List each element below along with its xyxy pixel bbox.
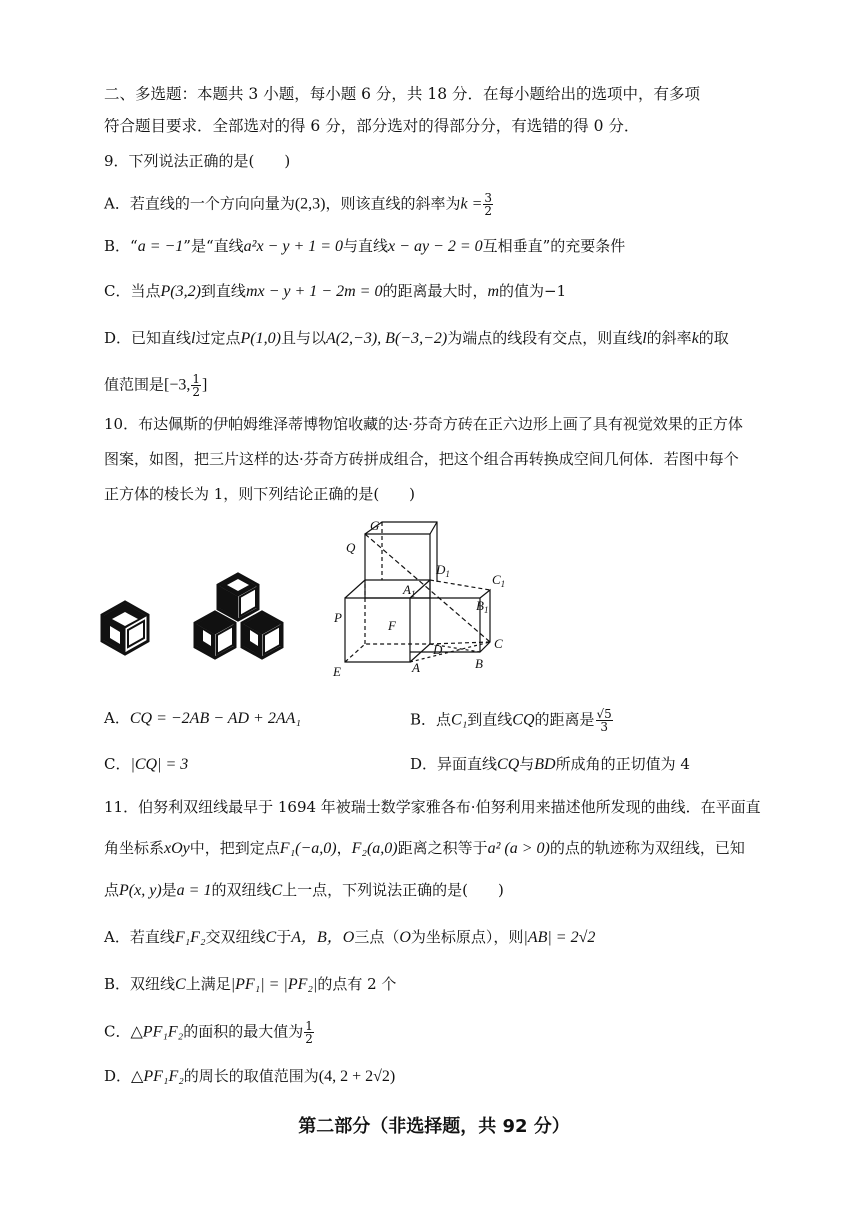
math: F₁(−a,0) [279,840,337,857]
math: a = 1 [176,882,212,899]
label-a: A [412,660,420,675]
text: D．已知直线 [104,329,192,347]
label-a1 [402,582,415,599]
label-b1 [476,598,488,615]
math: C [265,929,277,946]
text: 且与以 [280,329,326,347]
math: |CQ| = 3 [130,756,189,773]
q11-option-c [104,1020,315,1045]
q10-option-d [410,754,690,775]
label-d1-main: D [436,562,446,577]
text: D．异面直线 [410,755,498,773]
math: a² (a > 0) [487,840,550,857]
text: 角坐标系 [104,839,165,857]
label-b: B [475,656,483,671]
text: 为端点的线段有交点，则直线 [447,329,643,347]
q9-stem: 9．下列说法正确的是( ) [104,152,291,170]
text: C． [104,1022,131,1041]
label-d1 [435,562,450,579]
text: 到直线 [200,282,246,300]
math: (2,3) [294,195,326,213]
text: 交双纽线 [205,928,266,946]
text: C．当点 [104,282,161,300]
text: ， [336,839,352,857]
denominator: 2 [192,385,201,399]
text: A．若直线的一个方向向量为 [104,194,295,213]
text: 的周长的取值范围为 [183,1067,319,1085]
label-d1-sub: 1 [445,569,450,579]
q11-stem-line2 [104,838,745,859]
math: l [642,330,647,347]
math: k [691,330,699,347]
math: A，B，O [291,929,355,946]
math: (4, 2 + 2√2) [318,1068,396,1085]
text: 到直线 [467,710,513,729]
q10-option-b [410,708,614,733]
math: l [191,330,196,347]
q9-option-a [104,192,494,217]
math: CQ = −2AB − AD + 2AA₁ [129,710,301,727]
text: 上满足 [185,975,231,993]
math: xOy [164,840,190,857]
text: 的斜率 [646,329,692,347]
q9-option-d-line1 [104,328,729,349]
text: 的值为−1 [499,282,567,300]
math: F₁F₂ [174,929,206,946]
numerator: 1 [305,1019,313,1033]
numerator: √5 [596,707,612,721]
label-c1-main: C [492,572,501,587]
label-a1-sub: 1 [410,589,416,599]
q9-option-c [104,281,566,302]
text: 上一点，下列说法正确的是( ) [282,881,504,899]
math: a²x − y + 1 = 0 [243,238,344,255]
label-q: Q [346,540,356,555]
fraction [191,373,201,398]
cube-diagram [345,522,490,662]
q11-stem-line3 [104,880,504,901]
numerator: 3 [484,191,493,205]
q11-stem-line1: 11．伯努利双纽线最早于 1694 年被瑞士数学家雅各布·伯努利用来描述他所发现的曲线．在平面直 [104,798,761,816]
text: 距离之积等于 [397,839,488,857]
text: 的面积的最大值为 [183,1022,304,1041]
text: 与 [519,755,535,773]
text: 的距离是 [534,710,595,729]
q11-option-b [104,974,396,995]
math: P(x, y) [119,882,162,899]
q10-option-c [104,754,188,775]
math: ] [202,376,208,394]
label-f: F [388,618,396,633]
label-b1-sub: 1 [483,605,489,615]
text: 点 [104,881,120,899]
denominator: 2 [484,204,493,218]
math: △PF₁F₂ [131,1068,184,1085]
section-header-line1: 二、多选题：本题共 3 小题，每小题 6 分，共 18 分．在每小题给出的选项中，有多项 [104,85,701,103]
q10-stem-line1: 10．布达佩斯的伊帕姆维泽蒂博物馆收藏的达·芬奇方砖在正六边形上画了具有视觉效果的正方体 [104,415,743,433]
label-c1-sub: 1 [500,579,506,589]
math: P(1,0) [240,330,281,347]
text: D． [104,1067,132,1085]
label-g: G [370,518,380,533]
text: A． [104,709,130,727]
label-b1-main: B [476,598,484,613]
math: A(2,−3), B(−3,−2) [325,330,448,347]
section-header-line2: 符合题目要求．全部选对的得 6 分，部分选对的得部分分，有选错的得 0 分． [104,117,640,135]
text: 于 [276,928,292,946]
text: 的点的轨迹称为双纽线，已知 [549,839,745,857]
denominator: 3 [600,720,608,734]
text: ，则该直线的斜率为 [325,194,461,213]
text: A．若直线 [104,928,175,946]
denominator: 2 [305,1032,313,1046]
math: m [487,283,500,300]
math: |PF₁| = |PF₂| [230,976,318,993]
math: a = −1 [137,238,184,255]
text: ”是“直线 [183,237,244,255]
math: [−3, [164,376,191,394]
math: C₁ [451,711,468,729]
text: 所成角的正切值为 4 [555,755,690,773]
text: 互相垂直”的充要条件 [482,237,626,255]
q11-option-d [104,1066,395,1087]
math: C [271,882,283,899]
text: 的点有 2 个 [317,975,397,993]
numerator: 1 [192,372,201,386]
text: 的取 [698,329,729,347]
label-a1-main: A [403,582,411,597]
text: B．双纽线 [104,975,176,993]
text: 是 [161,881,177,899]
text: 的距离最大时， [382,282,488,300]
math: x − ay − 2 = 0 [388,238,483,255]
fraction [304,1020,314,1045]
math: k = [460,195,483,213]
combined-tiles-icon [195,574,282,658]
math: F₂(a,0) [351,840,398,857]
q9-option-b [104,236,625,257]
label-c1 [492,572,505,589]
q10-option-a [104,708,301,729]
text: 与直线 [343,237,389,255]
text: B．点 [410,710,452,729]
q11-option-a [104,927,595,948]
text: B．“ [104,237,138,255]
math: |AB| = 2√2 [523,929,596,946]
label-e: E [333,664,341,679]
text: 值范围是 [104,375,165,394]
fraction [483,192,493,217]
text: C． [104,755,131,773]
label-c: C [494,636,503,651]
text: 的双纽线 [211,881,272,899]
q9-option-d-line2 [104,373,207,398]
q10-stem-line3: 正方体的棱长为 1，则下列结论正确的是( ) [104,485,416,503]
text: 过定点 [195,329,241,347]
text: 中，把到定点 [189,839,280,857]
text: 为坐标原点），则 [410,928,524,946]
label-p: P [334,610,342,625]
math: O [399,929,411,946]
fraction [596,708,613,733]
label-d: D [433,642,443,657]
part2-title: 第二部分（非选择题，共 92 分） [298,1116,570,1137]
single-tile-icon [102,602,148,654]
text: 三点（ [354,928,400,946]
math: BD [534,756,556,773]
q10-stem-line2: 图案，如图，把三片这样的达·芬奇方砖拼成组合，把这个组合再转换成空间几何体．若图中每个 [104,450,739,468]
q10-figure [90,512,530,687]
math: CQ [497,756,520,773]
math: mx − y + 1 − 2m = 0 [245,283,383,300]
math: CQ [512,711,535,729]
math: △PF₁F₂ [130,1023,184,1041]
math: P(3,2) [160,283,201,300]
math: C [175,976,186,993]
